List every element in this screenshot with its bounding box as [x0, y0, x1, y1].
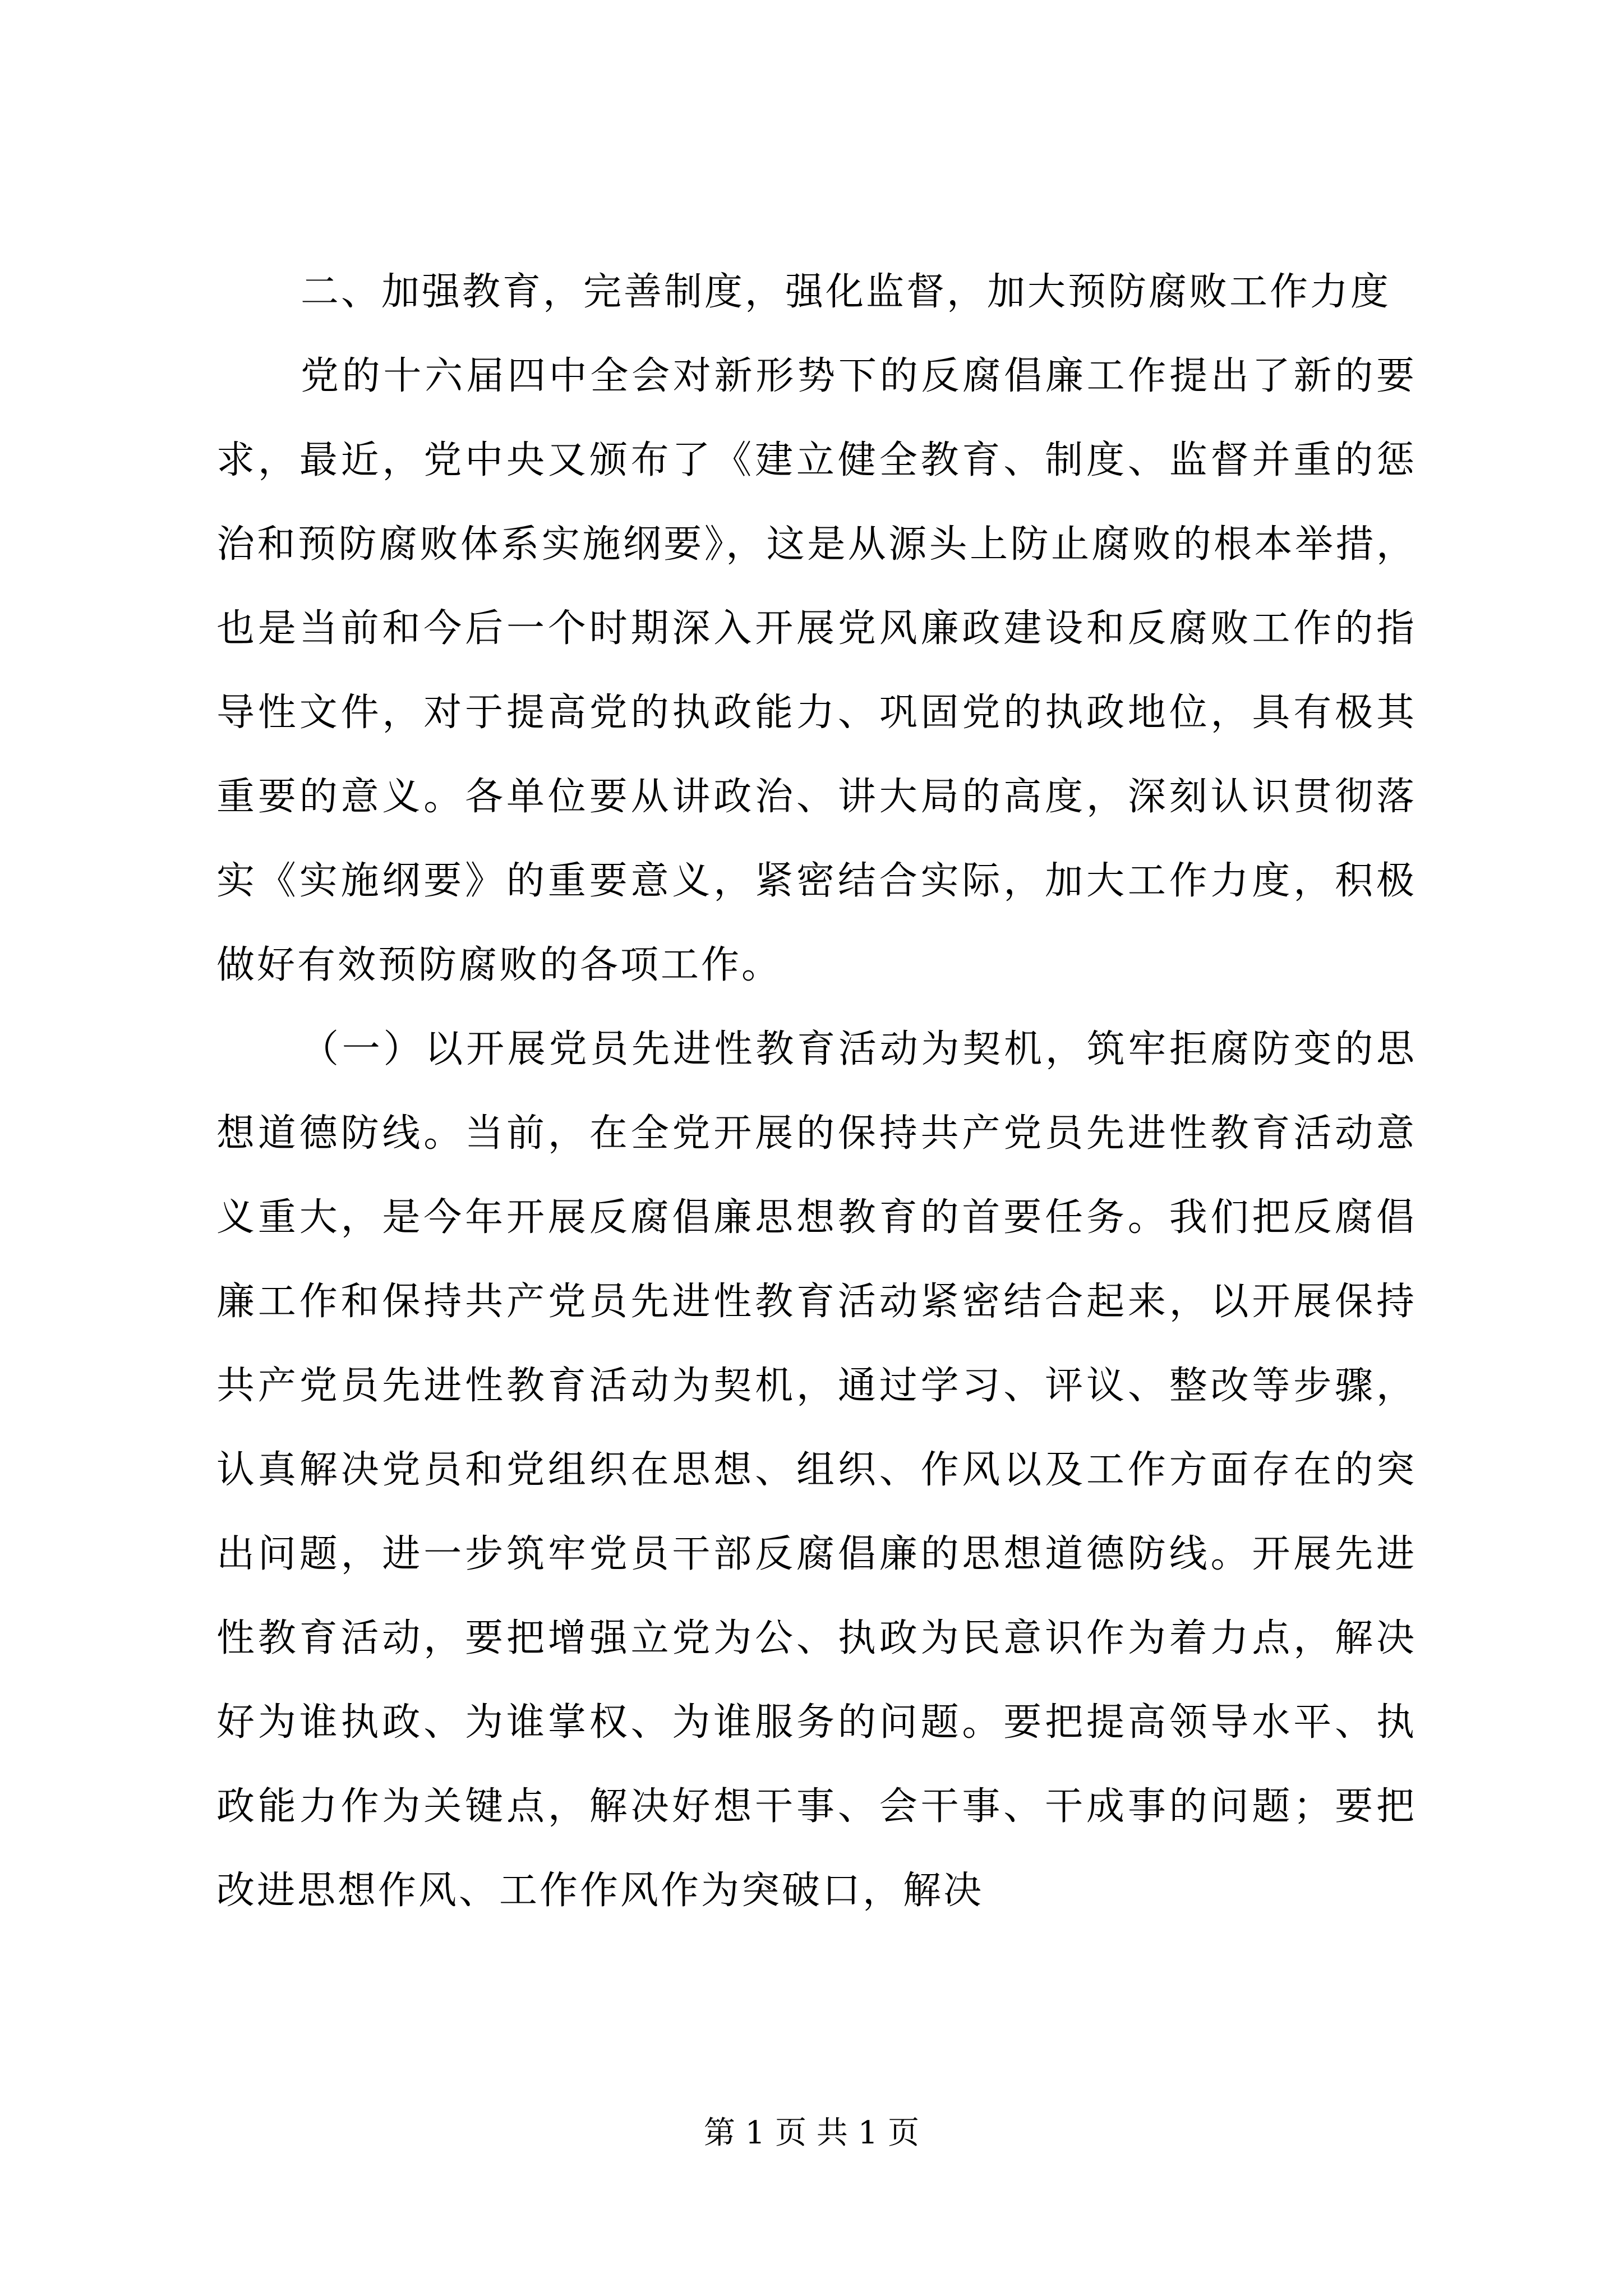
page-footer: 第 1 页 共 1 页 — [703, 2115, 920, 2151]
paragraph: 党的十六届四中全会对新形势下的反腐倡廉工作提出了新的要求，最近，党中央又颁布了《建立健全教育、制度、监督并重的惩治和预防腐败体系实施纲要》，这是从源头上防止腐败的根本举措，也是当前和今后一个时期深入开展党风廉政建设和反腐败工作的指导性文件，对于提高党的执政能力、巩固党的执政地位，具有极其重要的意义。各单位要从讲政治、讲大局的高度，深刻认识贯彻落实《实施纲要》的重要意义，紧密结合实际，加大工作力度，积极做好有效预防腐败的各项工作。 — [216, 354, 1417, 987]
paragraph: （一）以开展党员先进性教育活动为契机，筑牢拒腐防变的思想道德防线。当前，在全党开展的保持共产党员先进性教育活动意义重大，是今年开展反腐倡廉思想教育的首要任务。我们把反腐倡廉工作和保持共产党员先进性教育活动紧密结合起来，以开展保持共产党员先进性教育活动为契机，通过学习、评议、整改等步骤，认真解决党员和党组织在思想、组织、作风以及工作方面存在的突出问题，进一步筑牢党员干部反腐倡廉的思想道德防线。开展先进性教育活动，要把增强立党为公、执政为民意识作为着力点，解决好为谁执政、为谁掌权、为谁服务的问题。要把提高领导水平、执政能力作为关键点，解决好想干事、会干事、干成事的问题；要把改进思想作风、工作作风作为突破口，解决 — [216, 1027, 1417, 1913]
section-heading: 二、加强教育，完善制度，强化监督，加大预防腐败工作力度 — [301, 270, 1391, 314]
document-body — [216, 250, 1417, 1933]
